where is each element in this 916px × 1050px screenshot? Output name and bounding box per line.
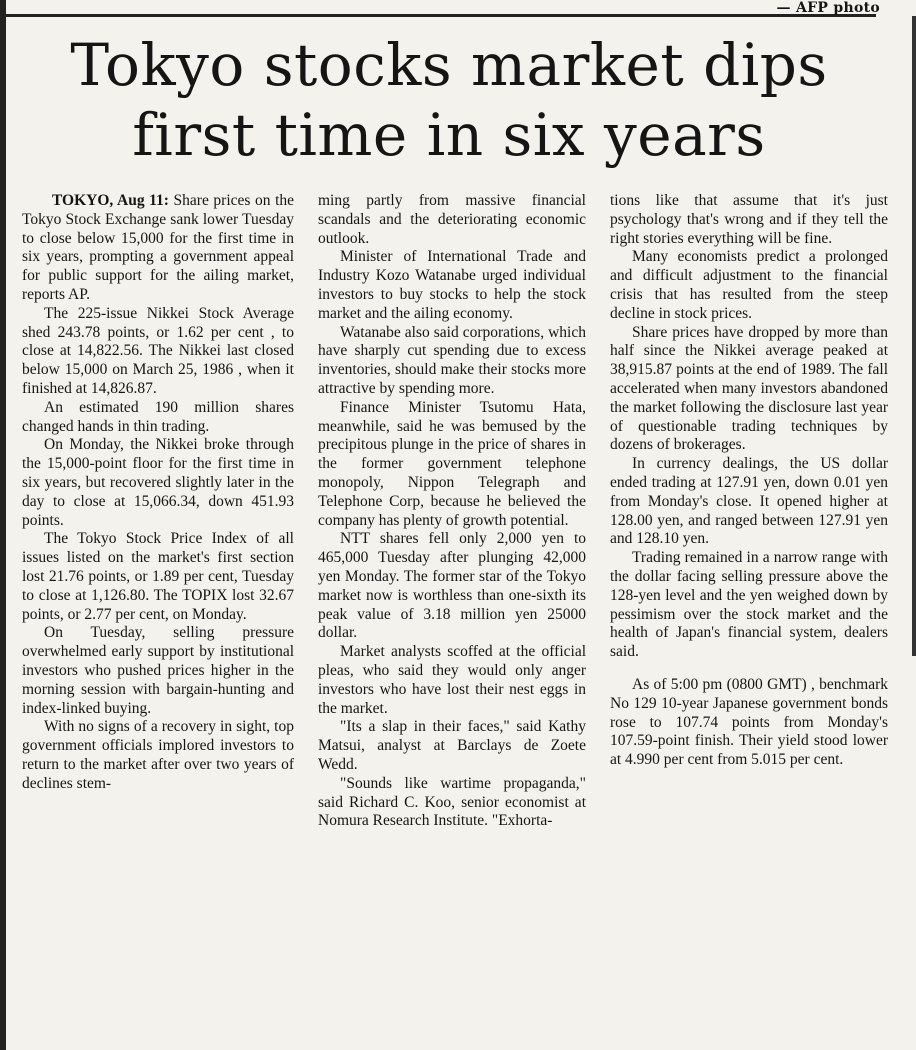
- top-rule: [6, 14, 876, 17]
- article-paragraph: Many economists predict a prolonged and difficult adjustment to the financial crisis that has resulted from the steep decline in stock prices.: [610, 248, 888, 322]
- dateline: TOKYO, Aug 11:: [52, 192, 169, 209]
- paragraph-spacer: [610, 662, 888, 676]
- article-paragraph: In currency dealings, the US dollar ended trading at 127.91 yen, down 0.01 yen from Monday's close. It opened higher at 128.00 yen, and ranged between 127.91 yen and 128.10 yen.: [610, 455, 888, 548]
- article-paragraph: On Monday, the Nikkei broke through the 15,000-point floor for the first time in six years, but recovered slightly later in the day to close at 15,066.34, down 451.93 points.: [22, 436, 294, 529]
- article-paragraph: Minister of International Trade and Industry Kozo Watanabe urged individual investors to buy stocks to help the stock market and the ailing economy.: [318, 248, 586, 322]
- article-body: [22, 192, 894, 831]
- article-paragraph: As of 5:00 pm (0800 GMT) , benchmark No 129 10-year Japanese government bonds rose to 107.74 points from Monday's 107.59-point finish. Their yield stood lower at 4.990 per cent from 5.015 per cent.: [610, 675, 888, 769]
- article-paragraph: "Sounds like wartime propaganda," said Richard C. Koo, senior economist at Nomura Research Institute. "Exhorta-: [318, 774, 586, 830]
- headline-line-2: first time in six years: [132, 101, 766, 169]
- article-paragraph: [22, 192, 294, 305]
- article-column-1: [22, 192, 294, 831]
- article-paragraph: Market analysts scoffed at the official pleas, who said they would only anger investors who have lost their nest eggs in the market.: [318, 643, 586, 717]
- article-paragraph: The Tokyo Stock Price Index of all issues listed on the market's first section lost 21.76 points, or 1.89 per cent, Tuesday to close at 1,126.80. The TOPIX lost 32.67 points, or 2.77 per cent, on Monday.: [22, 530, 294, 623]
- article-paragraph: Finance Minister Tsutomu Hata, meanwhile, said he was bemused by the precipitous plunge in the price of shares in the former government telephone monopoly, Nippon Telegraph and Telephone Corp, because he believed the company has plenty of growth potential.: [318, 398, 586, 529]
- photo-credit: — AFP photo: [776, 0, 880, 16]
- article-paragraph: On Tuesday, selling pressure overwhelmed early support by institutional investors who pushed prices higher in the morning session with bargain-hunting and index-linked buying.: [22, 624, 294, 717]
- article-paragraph: NTT shares fell only 2,000 yen to 465,000 Tuesday after plunging 42,000 yen Monday. The former star of the Tokyo market now is worthless than one-sixth its peak value of 3.18 million yen 25000 dollar.: [318, 530, 586, 642]
- article-paragraph: An estimated 190 million shares changed hands in thin trading.: [22, 398, 294, 435]
- article-paragraph: tions like that assume that it's just psychology that's wrong and if they tell the right stories everything will be fine.: [610, 192, 888, 247]
- page-edge-border: [0, 0, 6, 1050]
- headline-line-1: Tokyo stocks market dips: [70, 31, 828, 99]
- headline: [14, 30, 884, 170]
- article-paragraph: Trading remained in a narrow range with the dollar facing selling pressure above the 128-yen level and the yen weighed down by pessimism over the stock market and the health of Japan's financial system, dealers said.: [610, 549, 888, 661]
- article-column-2: [318, 192, 586, 831]
- article-paragraph: The 225-issue Nikkei Stock Average shed 243.78 points, or 1.62 per cent , to close at 14,822.56. The Nikkei last closed below 15,000 on March 25, 1986 , when it finished at 14,826.87.: [22, 304, 294, 397]
- article-paragraph: With no signs of a recovery in sight, top government officials implored investors to return to the market after over two years of declines stem-: [22, 718, 294, 792]
- paragraph-text: Share prices on the Tokyo Stock Exchange sank lower Tuesday to close below 15,000 for the first time in six years, prompting a government appeal for public support for the ailing market, reports AP.: [22, 192, 295, 303]
- article-column-3: [610, 192, 888, 831]
- right-rule: [912, 16, 916, 656]
- article-paragraph: Watanabe also said corporations, which have sharply cut spending due to excess inventories, should make their stocks more attractive by spending more.: [318, 323, 586, 397]
- article-paragraph: Share prices have dropped by more than half since the Nikkei average peaked at 38,915.87 points at the end of 1989. The fall accelerated when many investors abandoned the market following the disclosure last year of questionable trading techniques by dozens of brokerages.: [610, 323, 888, 454]
- article-paragraph: "Its a slap in their faces," said Kathy Matsui, analyst at Barclays de Zoete Wedd.: [318, 718, 586, 773]
- article-paragraph: ming partly from massive financial scandals and the deteriorating economic outlook.: [318, 192, 586, 247]
